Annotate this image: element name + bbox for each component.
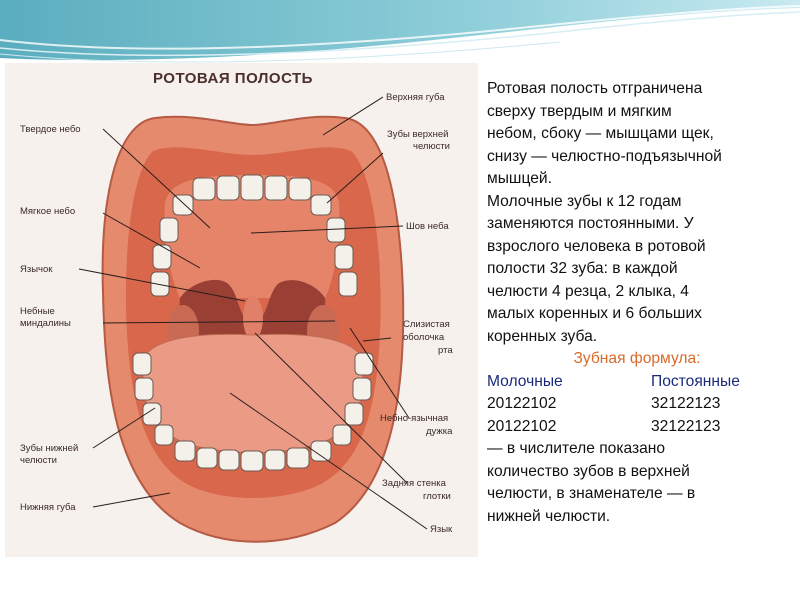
label-zuby-verkhnei-1: Зубы верхней	[387, 129, 449, 140]
text-line: Ротовая полость отграничена	[487, 80, 703, 97]
label-zadnyaya-2: глотки	[423, 491, 451, 502]
text-line: малых коренных и 6 больших	[487, 305, 702, 322]
label-nebnye-1: Небные	[20, 306, 55, 317]
label-nebno-2: дужка	[426, 426, 453, 437]
label-zuby-nizhnei-1: Зубы нижней	[20, 443, 79, 454]
label-shov-neba: Шов неба	[406, 221, 449, 232]
text-line: челюсти, в знаменателе — в	[487, 485, 696, 502]
text-line: снизу — челюстно-подъязычной	[487, 147, 722, 165]
text-panel	[487, 78, 787, 528]
text-line: мышцей.	[487, 170, 552, 187]
formula-col-right: Постоянные	[651, 372, 740, 390]
label-slizistaya-2: оболочка	[403, 332, 445, 343]
text-line: заменяются постоянными. У	[487, 215, 694, 232]
label-nebno-1: Небно-язычная	[380, 413, 449, 424]
tongue	[143, 334, 363, 452]
text-line: взрослого человека в ротовой	[487, 237, 706, 255]
formula-col-left: Молочные	[487, 372, 563, 390]
label-zadnyaya-1: Задняя стенка	[382, 478, 446, 489]
text-line: коренных зуба.	[487, 327, 598, 345]
text-line: нижней челюсти.	[487, 507, 611, 525]
label-yazychok: Язычок	[20, 264, 53, 275]
formula-row-numerator	[487, 393, 787, 416]
text-line: сверху твердым и мягким	[487, 102, 672, 120]
label-yazyk: Язык	[430, 524, 453, 535]
text-line: небом, сбоку — мышцами щек,	[487, 125, 714, 142]
uvula	[243, 296, 263, 340]
formula-columns	[487, 371, 787, 394]
formula-heading: Зубная формула:	[573, 350, 701, 367]
mouth-illustration	[5, 63, 478, 557]
formula-row2-left: 20122102	[487, 417, 557, 435]
text-line: — в числителе показано	[487, 440, 666, 457]
label-nizhnyaya-guba: Нижняя губа	[20, 502, 76, 513]
text-line: количество зубов в верхней	[487, 462, 690, 480]
formula-row-denominator	[487, 416, 787, 439]
label-slizistaya-1: Слизистая	[403, 319, 450, 330]
text-line: полости 32 зуба: в каждой	[487, 260, 678, 277]
formula-row1-right: 32122123	[651, 395, 721, 412]
label-zuby-nizhnei-2: челюсти	[20, 455, 57, 466]
figure-title: РОТОВАЯ ПОЛОСТЬ	[153, 70, 313, 87]
text-line: челюсти 4 резца, 2 клыка, 4	[487, 282, 689, 300]
label-tverdoe-nebo: Твердое небо	[20, 124, 81, 135]
mouth-diagram-figure	[5, 63, 478, 557]
label-slizistaya-3: рта	[438, 345, 453, 356]
text-line: Молочные зубы к 12 годам	[487, 192, 682, 210]
label-myagkoe-nebo: Мягкое небо	[20, 206, 76, 217]
formula-row2-right: 32122123	[651, 417, 721, 435]
label-nebnye-2: миндалины	[20, 318, 71, 329]
label-zuby-verkhnei-2: челюсти	[413, 141, 450, 152]
label-verkhnyaya-guba: Верхняя губа	[386, 92, 445, 103]
formula-row1-left: 20122102	[487, 395, 557, 412]
